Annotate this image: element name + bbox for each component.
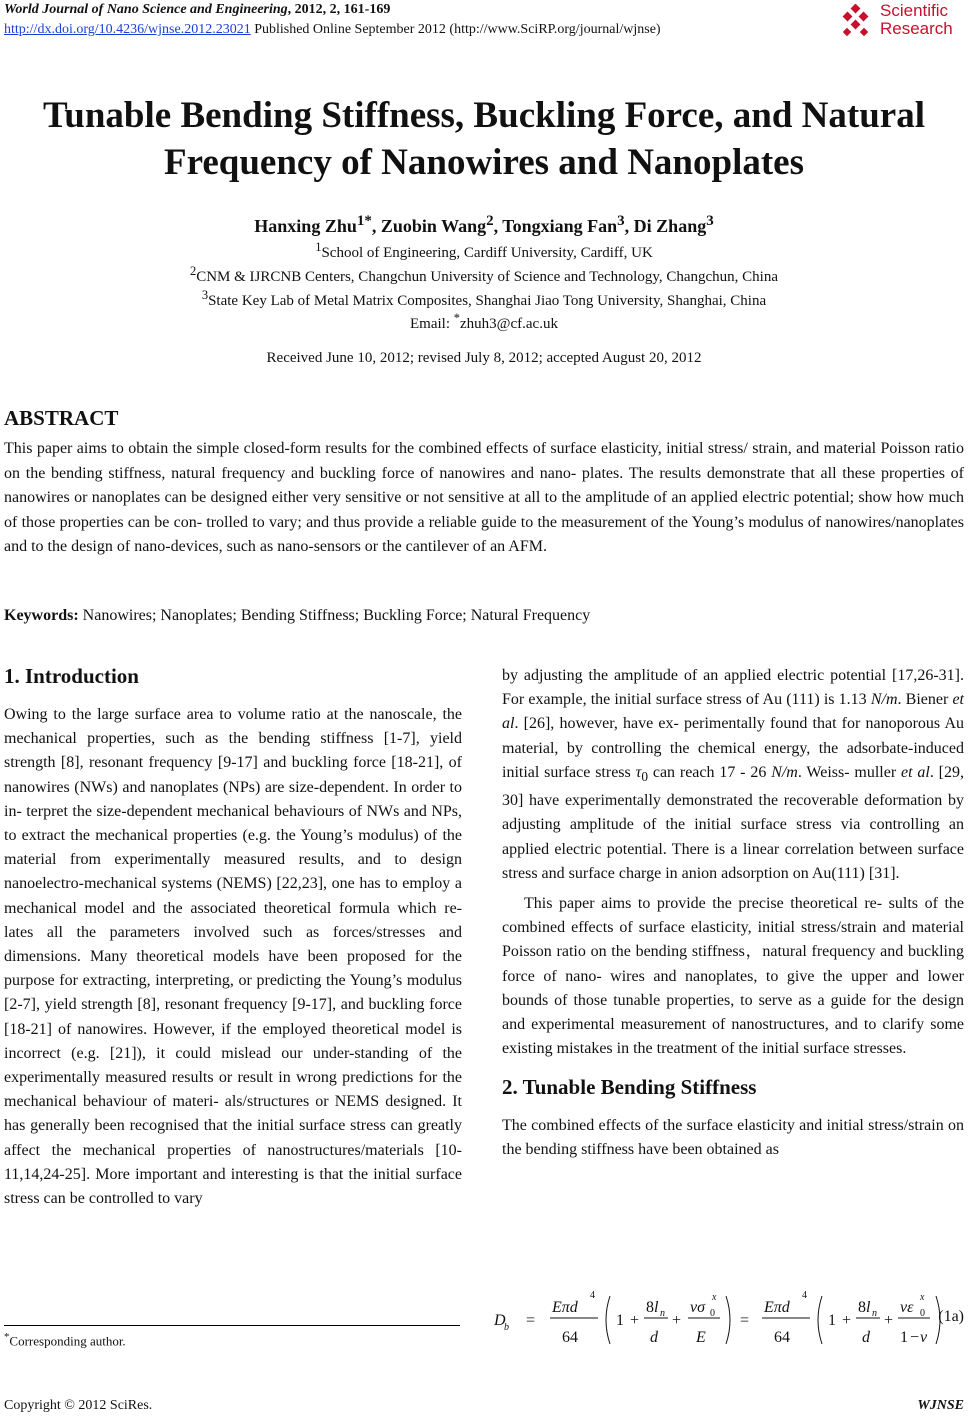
svg-text:1: 1 [900,1329,908,1346]
svg-text:0: 0 [710,1308,715,1319]
keywords-line [4,607,964,625]
author-name: Zuobin Wang [380,216,487,236]
keywords-label: Keywords: [4,607,79,624]
author-separator: , [624,216,634,236]
author-name: Hanxing Zhu [254,216,357,236]
section-1-body [4,703,462,1211]
svg-text:b: b [504,1322,509,1333]
svg-text:n: n [660,1308,665,1319]
svg-text:Eπd: Eπd [552,1299,578,1316]
email-address[interactable]: zhuh3@cf.ac.uk [460,316,558,332]
svg-text:64: 64 [562,1329,578,1346]
logo-text-research: Research [880,19,953,38]
svg-text:l: l [866,1299,871,1316]
svg-text:ν: ν [920,1329,928,1346]
footnote-mark: * [4,1331,10,1343]
affiliation-3 [0,288,968,310]
author-separator: , [493,216,503,236]
author-list [0,213,968,237]
svg-text:n: n [872,1308,877,1319]
affiliation-text: State Key Lab of Metal Matrix Composites, Shanghai Jiao Tong University, Shanghai, China [208,293,767,309]
et-al: et al [901,763,930,781]
unit: N/m [870,691,898,709]
svg-text:8: 8 [858,1299,866,1316]
logo-text-scientific: Scientific [880,1,949,20]
svg-text:+: + [672,1312,682,1329]
journal-abbreviation: WJNSE [917,1398,964,1413]
body-paragraph: The combined effects of the surface elasticity and initial stress/strain on the bending stiffness have been obtained as [502,1116,964,1158]
author-affiliation-mark: 1* [356,213,372,229]
svg-text:−: − [910,1329,920,1346]
journal-header [4,2,390,18]
abstract-heading: ABSTRACT [4,406,119,430]
author-name: Tongxiang Fan [502,216,618,236]
author-affiliation-mark: 3 [706,213,714,229]
received-dates: Received June 10, 2012; revised July 8, 2012; accepted August 20, 2012 [266,350,702,366]
footnote-divider [4,1325,460,1326]
journal-citation: , 2012, 2, 161-169 [287,2,391,17]
svg-text:8: 8 [646,1299,654,1316]
svg-text:d: d [650,1329,658,1346]
equation-number: (1a) [938,1308,964,1325]
journal-name: World Journal of Nano Science and Engineering [4,2,288,17]
svg-text:64: 64 [774,1329,790,1346]
email-line [0,311,968,333]
author-affiliation-mark: 2 [486,213,494,229]
svg-text:=: = [740,1312,750,1329]
svg-text:+: + [630,1312,640,1329]
section-2-heading: 2. Tunable Bending Stiffness [502,1075,757,1100]
et-al: et al [502,691,964,733]
affiliation-number: 2 [189,264,197,278]
body-paragraph: Owing to the large surface area to volume ratio at the nanoscale, the mechanical properties, such as the bending stiffness [1-7], yield strength [8], resonant frequency [9-17] and buckling force [18-21], of nanowires (NWs) and nanoplates (NPs) are size-dependent. In order to in- terpret the size-dependent mechanical behaviours of NWs and NPs, to extract the mechanical properties (e.g. the Young’s modulus) of the material from experimentally measured results, and to design nanoelectro-mechanical systems (NEMS) [22,23], one has to employ a mechanical model and the associated theoretical formula which re- lates all the parameters involved such as forces/stresses and dimensions. Many theoretical models have been proposed for the purpose for extracting, interpreting, or predicting the Young’s modulus [2-7], yield strength [8], resonant frequency [9-17], and buckling force [18-21] of nanowires. However, if the employed theoretical model is incorrect (e.g. [21]), it could mislead our under-standing of the experimentally measured results or result in wrong predictions for the mechanical behaviour of materi- als/structures or NEMS designed. It has generally been recognised that the initial surface stress can greatly affect the mechanical properties of nanostructures/materials [10-11,14,24-25]. More important and interesting is that the initial surface stress can be controlled to vary [4,706,462,1208]
svg-text:1: 1 [616,1312,624,1329]
affiliation-number: 1 [315,240,322,254]
svg-text:D: D [494,1312,506,1329]
tau-subscript: 0 [641,769,648,784]
abstract-text: This paper aims to obtain the simple closed-form results for the combined effects of surface elasticity, initial stress/ strain, and material Poisson ratio on the bending stiffness, natural frequency and buckling force of nanowires and nano- plates. The results demonstrate that all these properties of nanowires or nanoplates can be designed either very sensitive or not sensitive at all to the amplitude of an applied electric potential; show how much of those properties can be con- trolled to vary; and thus provide a reliable guide to the measurement of the Young’s modulus of nanowires/nanoplates and to the design of nano-devices, such as nano-sensors or the cantilever of an AFM. [4,440,964,555]
text-run: . Biener [897,691,953,709]
affiliation-1 [0,240,968,262]
svg-text:4: 4 [802,1290,807,1301]
svg-text:4: 4 [590,1290,595,1301]
svg-text:d: d [862,1329,870,1346]
body-paragraph: This paper aims to provide the precise theoretical re- sults of the combined effects of surface elasticity, initial stress/strain and material Poisson ratio on the bending stiffness，natural frequency and buckling force of nano- wires and nanoplates, to give the upper and lower bounds of those tunable properties, to serve as a guide for the design and experimental measurement of nanostructures, and to clarify some existing mistakes in the treatment of the initial surface stresses. [502,895,964,1058]
email-mark: * [453,311,461,325]
email-label: Email: [410,316,454,332]
svg-text:E: E [696,1329,706,1346]
unit: N/m [771,763,798,781]
svg-text:0: 0 [920,1308,925,1319]
svg-text:1: 1 [828,1312,836,1329]
affiliation-2 [0,264,968,286]
text-run: . Weiss- muller [797,763,901,781]
text-run: . [29, 30] have experimentally demonstrated the recoverable deformation by adjusting amplitude of the initial surface stress via controlling an applied electric potential. There is a linear correlation between surface stress and surface charge in anion adsorption on Au(111) [31]. [502,763,965,882]
right-column [502,664,964,1162]
author-affiliation-mark: 3 [617,213,625,229]
svg-text:x: x [712,1292,717,1303]
svg-text:=: = [526,1312,536,1329]
keywords-text: Nanowires; Nanoplates; Bending Stiffness; Buckling Force; Natural Frequency [78,607,591,624]
affiliation-number: 3 [201,288,209,302]
published-info: Published Online September 2012 (http://www.SciRP.org/journal/wjnse) [250,22,661,37]
footnote [4,1331,126,1349]
svg-text:νσ: νσ [690,1299,705,1316]
scientific-research-logo [840,0,962,42]
affiliation-text: School of Engineering, Cardiff University, Cardiff, UK [321,245,653,261]
doi-link[interactable]: http://dx.doi.org/10.4236/wjnse.2012.23021 [4,22,251,37]
author-name: Di Zhang [633,216,707,236]
svg-text:νε: νε [900,1299,914,1316]
text-run: by adjusting the amplitude of an applied electric potential [17,26-31]. For example, the initial surface stress of Au (111) is 1.13 [502,667,964,709]
svg-text:+: + [842,1312,852,1329]
paper-title: Tunable Bending Stiffness, Buckling Force, and Natural Frequency of Nanowires and Nanoplates [42,95,926,183]
svg-text:l: l [654,1299,659,1316]
doi-line [4,22,661,38]
svg-text:+: + [884,1312,894,1329]
svg-text:Eπd: Eπd [764,1299,790,1316]
body-paragraph [502,664,964,886]
svg-text:x: x [920,1292,925,1303]
equation-1a [490,1290,966,1350]
footnote-text: Corresponding author. [9,1333,126,1349]
author-separator: , [371,216,381,236]
affiliation-text: CNM & IJRCNB Centers, Changchun University of Science and Technology, Changchun, China [196,269,779,285]
text-run: . [26], however, have ex- perimentally found that for nanoporous Au material, by controlling the chemical energy, the adsorbate-induced initial surface stress [502,715,964,781]
section-1-heading: 1. Introduction [4,664,139,688]
copyright: Copyright © 2012 SciRes. [4,1398,153,1413]
logo-mark-icon [840,4,874,38]
text-run: can reach 17 - 26 [648,763,772,781]
tau-symbol: τ [635,763,642,781]
